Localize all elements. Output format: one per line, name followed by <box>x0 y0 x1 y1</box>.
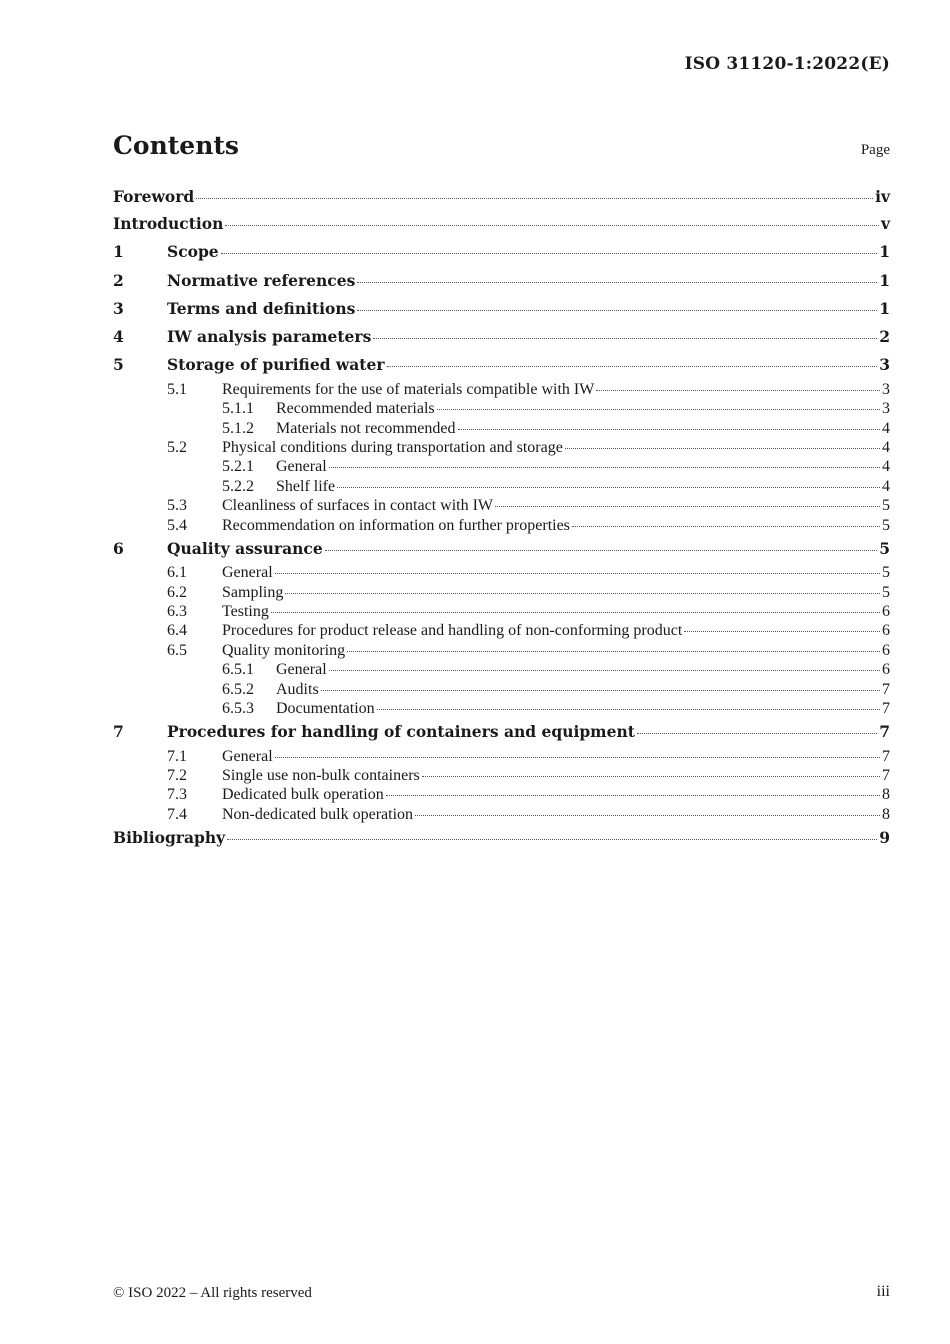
toc-entry[interactable] <box>113 295 890 323</box>
toc-entry-number: 5.1.2 <box>222 419 254 437</box>
toc-dot-leader <box>337 486 880 488</box>
toc-entry-number: 6.5.2 <box>222 680 254 698</box>
toc-entry-title: Procedures for handling of containers and equipment <box>167 722 635 742</box>
toc-entry-page: 7 <box>882 699 890 717</box>
toc-entry-page: 8 <box>882 786 890 804</box>
toc-entry-title: Quality monitoring <box>222 641 346 659</box>
toc-entry[interactable] <box>113 351 890 379</box>
toc-entry-title: Non-dedicated bulk operation <box>222 805 414 823</box>
toc-entry-page: 7 <box>879 722 890 742</box>
toc-entry[interactable] <box>113 718 890 746</box>
toc-dot-leader <box>225 224 879 226</box>
toc-dot-leader <box>285 592 880 594</box>
toc-entry-title: Procedures for product release and handling of non-conforming product <box>222 622 683 640</box>
toc-entry-title: Scope <box>167 242 219 262</box>
toc-entry[interactable] <box>113 805 890 824</box>
toc-entry[interactable] <box>113 210 890 238</box>
toc-entry-title: Storage of purified water <box>167 355 385 375</box>
toc-entry-page: iv <box>875 187 890 206</box>
toc-entry-number: 6.5.1 <box>222 661 254 679</box>
toc-entry-title: Documentation <box>276 699 375 717</box>
toc-entry-page: 5 <box>882 564 890 582</box>
toc-entry-number: 6.2 <box>167 583 187 601</box>
toc-entry-title: Requirements for the use of materials compatible with IW <box>222 380 595 398</box>
toc-entry-page: 6 <box>882 622 890 640</box>
toc-dot-leader <box>458 428 881 430</box>
toc-dot-leader <box>565 447 880 449</box>
toc-entry-number: 7.2 <box>167 767 187 785</box>
toc-entry-number: 5.1 <box>167 380 187 398</box>
toc-entry[interactable] <box>113 563 890 582</box>
toc-entry[interactable] <box>113 699 890 718</box>
toc-entry-page: 1 <box>879 298 890 318</box>
toc-entry-number: 4 <box>113 327 124 347</box>
toc-dot-leader <box>572 525 880 527</box>
toc-entry[interactable] <box>113 824 890 852</box>
toc-entry-page: 1 <box>879 242 890 262</box>
toc-entry-number: 6 <box>113 538 124 558</box>
document-code: ISO 31120-1:2022(E) <box>684 54 890 74</box>
contents-title: Contents <box>113 131 240 160</box>
toc-entry[interactable] <box>113 183 890 210</box>
toc-entry-title: General <box>222 747 273 765</box>
toc-entry-page: 4 <box>882 419 890 437</box>
toc-entry-page: 3 <box>879 355 890 375</box>
toc-entry-page: 1 <box>879 270 890 290</box>
toc-dot-leader <box>637 732 877 734</box>
toc-entry-number: 2 <box>113 270 124 290</box>
toc-entry[interactable] <box>113 602 890 621</box>
toc-entry-title: Recommendation on information on further properties <box>222 516 570 534</box>
toc-entry[interactable] <box>113 583 890 602</box>
toc-entry-title: Shelf life <box>276 477 336 495</box>
toc-dot-leader <box>329 466 880 468</box>
toc-entry-title: Terms and definitions <box>167 298 356 318</box>
toc-entry-number: 5.4 <box>167 516 187 534</box>
page-column-label: Page <box>860 142 890 158</box>
toc-entry-title: IW analysis parameters <box>167 327 372 347</box>
toc-entry-page: 5 <box>882 516 890 534</box>
toc-entry-number: 5.2 <box>167 438 187 456</box>
toc-entry[interactable] <box>113 516 890 535</box>
toc-entry-number: 6.3 <box>167 602 187 620</box>
toc-entry-number: 5.1.1 <box>222 400 254 418</box>
toc-entry-page: 8 <box>882 805 890 823</box>
toc-dot-leader <box>684 630 880 632</box>
toc-entry-title: General <box>222 564 273 582</box>
toc-entry-number: 5.2.1 <box>222 458 254 476</box>
toc-entry[interactable] <box>113 535 890 563</box>
toc-entry[interactable] <box>113 419 890 438</box>
toc-entry-number: 6.5.3 <box>222 699 254 717</box>
toc-entry-title: Single use non-bulk containers <box>222 767 420 785</box>
toc-entry[interactable] <box>113 641 890 660</box>
toc-entry-title: Bibliography <box>113 828 226 848</box>
toc-entry-page: 5 <box>882 497 890 515</box>
toc-entry-title: Audits <box>276 680 319 698</box>
toc-dot-leader <box>275 756 880 758</box>
toc-entry-page: 6 <box>882 602 890 620</box>
toc-entry[interactable] <box>113 457 890 476</box>
toc-entry-number: 7.1 <box>167 747 187 765</box>
toc-dot-leader <box>347 650 880 652</box>
toc-entry-page: 3 <box>882 380 890 398</box>
toc-entry[interactable] <box>113 785 890 804</box>
toc-entry-number: 6.4 <box>167 622 187 640</box>
table-of-contents <box>113 183 890 852</box>
toc-entry-number: 6.5 <box>167 641 187 659</box>
toc-dot-leader <box>196 197 873 199</box>
toc-entry-number: 1 <box>113 242 124 262</box>
toc-entry-page: 7 <box>882 680 890 698</box>
toc-dot-leader <box>357 309 877 311</box>
toc-entry[interactable] <box>113 238 890 266</box>
toc-dot-leader <box>415 814 880 816</box>
toc-entry-page: 4 <box>882 458 890 476</box>
toc-entry-page: 4 <box>882 438 890 456</box>
toc-entry-title: General <box>276 661 327 679</box>
toc-dot-leader <box>227 838 877 840</box>
toc-entry-title: Sampling <box>222 583 284 601</box>
toc-entry-number: 3 <box>113 298 124 318</box>
toc-entry-title: Normative references <box>167 270 356 290</box>
toc-entry-page: 4 <box>882 477 890 495</box>
toc-entry-title: Physical conditions during transportation and storage <box>222 438 563 456</box>
toc-dot-leader <box>325 549 878 551</box>
toc-entry-page: 9 <box>879 828 890 848</box>
toc-entry-page: 5 <box>879 538 890 558</box>
toc-dot-leader <box>387 365 878 367</box>
toc-dot-leader <box>377 708 880 710</box>
toc-dot-leader <box>321 689 880 691</box>
toc-dot-leader <box>596 389 880 391</box>
toc-entry-title: Foreword <box>113 187 195 206</box>
toc-entry-title: Cleanliness of surfaces in contact with IW <box>222 497 494 515</box>
page-number: iii <box>876 1283 890 1300</box>
toc-entry-number: 7.3 <box>167 786 187 804</box>
toc-dot-leader <box>437 408 880 410</box>
toc-entry-page: 6 <box>882 661 890 679</box>
toc-entry-number: 5.3 <box>167 497 187 515</box>
toc-entry-page: 6 <box>882 641 890 659</box>
toc-dot-leader <box>275 572 880 574</box>
toc-entry-page: 5 <box>882 583 890 601</box>
toc-entry-title: Materials not recommended <box>276 419 456 437</box>
toc-entry[interactable] <box>113 267 890 295</box>
toc-dot-leader <box>271 611 880 613</box>
copyright-notice: © ISO 2022 – All rights reserved <box>113 1285 312 1301</box>
toc-entry-number: 5.2.2 <box>222 477 254 495</box>
toc-dot-leader <box>422 775 880 777</box>
toc-entry[interactable] <box>113 380 890 399</box>
toc-entry-page: 2 <box>879 327 890 347</box>
toc-entry-page: 7 <box>882 747 890 765</box>
toc-dot-leader <box>357 281 877 283</box>
toc-entry-page: 3 <box>882 400 890 418</box>
toc-entry-page: v <box>880 214 890 233</box>
toc-entry[interactable] <box>113 399 890 418</box>
toc-entry[interactable] <box>113 323 890 351</box>
toc-entry-page: 7 <box>882 767 890 785</box>
toc-entry-title: Dedicated bulk operation <box>222 786 384 804</box>
toc-entry-number: 6.1 <box>167 564 187 582</box>
toc-entry[interactable] <box>113 680 890 699</box>
toc-entry-title: Quality assurance <box>167 538 323 558</box>
toc-entry-title: General <box>276 458 327 476</box>
toc-dot-leader <box>373 337 877 339</box>
toc-dot-leader <box>329 669 880 671</box>
toc-entry-number: 7 <box>113 722 124 742</box>
toc-entry-number: 7.4 <box>167 805 187 823</box>
toc-entry[interactable] <box>113 766 890 785</box>
toc-dot-leader <box>495 505 880 507</box>
toc-entry[interactable] <box>113 621 890 640</box>
toc-entry-number: 5 <box>113 355 124 375</box>
toc-entry-title: Recommended materials <box>276 400 435 418</box>
toc-entry-title: Introduction <box>113 214 224 233</box>
toc-dot-leader <box>386 794 880 796</box>
toc-entry-title: Testing <box>222 602 269 620</box>
toc-dot-leader <box>221 252 878 254</box>
toc-entry[interactable] <box>113 477 890 496</box>
toc-entry[interactable] <box>113 496 890 515</box>
toc-entry[interactable] <box>113 660 890 679</box>
toc-entry[interactable] <box>113 747 890 766</box>
toc-entry[interactable] <box>113 438 890 457</box>
